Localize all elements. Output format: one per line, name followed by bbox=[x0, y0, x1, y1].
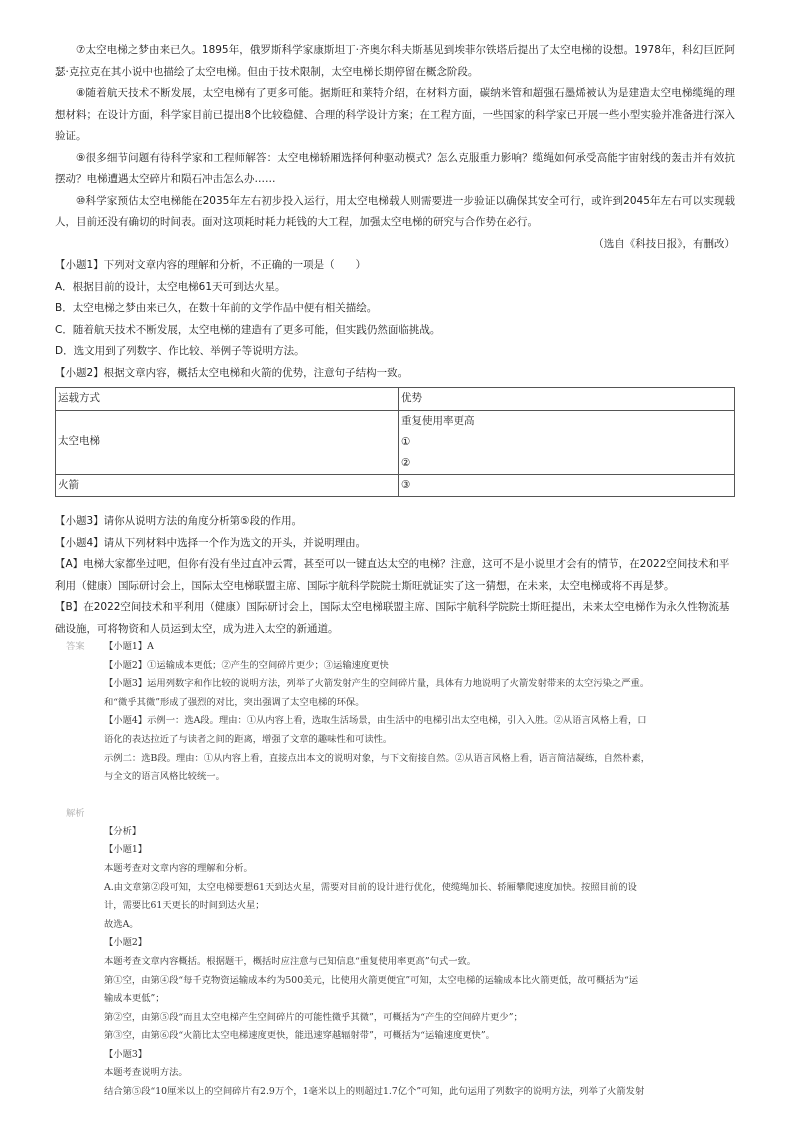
analysis-line: A.由文章第②段可知，太空电梯要想61天到达火星，需要对目前的设计进行优化，使缆绳加长、轿厢攀爬速度加快。按照目前的设 bbox=[104, 881, 637, 893]
answer-line: 【小题2】①运输成本更低；②产生的空间碎片更少；③运输速度更快 bbox=[104, 659, 389, 671]
space-elevator-label: 太空电梯 bbox=[56, 410, 399, 474]
paragraph-7: ⑦太空电梯之梦由来已久。1895年，俄罗斯科学家康斯坦丁·齐奥尔科夫斯基见到埃菲尔铁塔后提出了太空电梯的设想。1978年，科幻巨匠阿瑟·克拉克在其小说中也描绘了太空电梯。但由于技术限制，太空电梯长期停留在概念阶段。 bbox=[55, 44, 735, 78]
header-transport: 运载方式 bbox=[56, 388, 399, 411]
option-c: C．随着航天技术不断发展，太空电梯的建造有了更多可能，但实践仍然面临挑战。 bbox=[55, 323, 441, 336]
analysis-line: 结合第⑤段“10厘米以上的空间碎片有2.9万个，1毫米以上的则超过1.7亿个”可知，此句运用了列数字的说明方法，列举了火箭发射 bbox=[104, 1086, 645, 1098]
analysis-line: 故选A。 bbox=[104, 918, 139, 930]
paragraph-8: ⑧随着航天技术不断发展，太空电梯有了更多可能。据斯旺和莱特介绍，在材料方面，碳纳米管和超强石墨烯被认为是建造太空电梯缆绳的理想材料；在设计方面，科学家目前已提出8个比较稳健、合理的科学设计方案；在工程方面，一些国家的科学家已开展一些小型实验并准备进行深入验证。 bbox=[55, 87, 735, 142]
table-row-rocket bbox=[56, 474, 735, 497]
analysis-line: 【小题3】 bbox=[104, 1048, 148, 1060]
analysis-line: 计，需要比61天更长的时间到达火星； bbox=[104, 900, 265, 912]
material-b: 【B】在2022空间技术和平利用（健康）国际研讨会上，国际太空电梯联盟主席、国际宇航科学院院士斯旺提出，未来太空电梯作为永久性物流基础设施，可将物资和人员运到太空，成为进入太空的新通道。 bbox=[55, 601, 730, 635]
question-4-stem: 【小题4】请从下列材料中选择一个作为选文的开头，并说明理由。 bbox=[55, 536, 367, 549]
analysis-line: 第③空，由第⑥段“火箭比太空电梯速度更快，能迅速穿越辐射带”，可概括为“运输速度更快”。 bbox=[104, 1030, 495, 1042]
answer-tag: 答案 bbox=[66, 641, 85, 652]
paragraph-9: ⑨很多细节问题有待科学家和工程师解答：太空电梯轿厢选择何种驱动模式？怎么克服重力影响？缆绳如何承受高能宇宙射线的轰击并有效抗摆动？电梯遭遇太空碎片和陨石冲击怎么办…… bbox=[55, 151, 735, 185]
elevator-blank-2: ② bbox=[401, 456, 411, 469]
answer-line: 示例二：选B段。理由：①从内容上看，直接点出本文的说明对象，与下文衔接自然。②从语言风格上看，语言简洁凝练，自然朴素， bbox=[104, 752, 651, 764]
material-a: 【A】电梯大家都坐过吧，但你有没有坐过直冲云霄，甚至可以一键直达太空的电梯？注意，这可不是小说里才会有的情节，在2022空间技术和平利用（健康）国际研讨会上，国际太空电梯联盟主席、国际宇航科学院院士斯旺就证实了这一猜想，在未来，太空电梯或将不再是梦。 bbox=[55, 558, 730, 592]
table-header-row bbox=[56, 388, 735, 411]
elevator-advantage-known: 重复使用率更高 bbox=[401, 414, 475, 427]
question-1-stem: 【小题1】下列对文章内容的理解和分析，不正确的一项是（ ） bbox=[55, 259, 367, 271]
analysis-line: 第②空，由第⑤段“而且太空电梯产生空间碎片的可能性微乎其微”，可概括为“产生的空间碎片更少”； bbox=[104, 1011, 523, 1023]
analysis-line: 【小题2】 bbox=[104, 937, 148, 949]
answer-line: 【小题1】A bbox=[104, 641, 154, 652]
option-a: A．根据目前的设计，太空电梯61天可到达火星。 bbox=[55, 280, 286, 293]
table-row-space-elevator bbox=[56, 410, 735, 474]
paragraph-10: ⑩科学家预估太空电梯能在2035年左右初步投入运行，用太空电梯载人则需要进一步验证以确保其安全可行，或许到2045年左右可以实现载人，目前还没有确切的时间表。面对这项耗时耗力耗钱的大工程，加强太空电梯的研究与合作势在必行。 bbox=[55, 194, 735, 228]
answer-line: 语化的表达拉近了与读者之间的距离，增强了文章的趣味性和可读性。 bbox=[104, 733, 393, 745]
analysis-line: 【小题1】 bbox=[104, 844, 148, 856]
reading-section bbox=[55, 40, 735, 640]
analysis-line: 本题考查对文章内容的理解和分析。 bbox=[104, 862, 253, 874]
analysis-tag: 解析 bbox=[66, 807, 85, 819]
elevator-blank-1: ① bbox=[401, 435, 411, 448]
analysis-line: 本题考查说明方法。 bbox=[104, 1067, 188, 1079]
question-2-stem: 【小题2】根据文章内容，概括太空电梯和火箭的优势，注意句子结构一致。 bbox=[55, 366, 409, 379]
analysis-line: 第①空，由第④段“每千克物资运输成本约为500美元，比使用火箭更便宜”可知，太空电梯的运输成本比火箭更低，故可概括为“运 bbox=[104, 974, 639, 986]
answer-line: 【小题3】运用列数字和作比较的说明方法，列举了火箭发射产生的空间碎片量，具体有力地说明了火箭发射带来的太空污染之严重。 bbox=[104, 678, 650, 690]
answer-section bbox=[66, 638, 736, 1102]
answer-line: 和“微乎其微”形成了强烈的对比，突出强调了太空电梯的环保。 bbox=[104, 696, 365, 708]
analysis-line: 输成本更低”； bbox=[104, 993, 165, 1005]
answer-line: 【小题4】示例一：选A段。理由：①从内容上看，选取生活场景，由生活中的电梯引出太空电梯，引入入胜。②从语言风格上看，口 bbox=[104, 715, 647, 727]
option-d: D．选文用到了列数字、作比较、举例子等说明方法。 bbox=[55, 345, 305, 357]
rocket-label: 火箭 bbox=[56, 474, 399, 497]
question-3-stem: 【小题3】请你从说明方法的角度分析第⑤段的作用。 bbox=[55, 515, 303, 527]
analysis-line: 本题考查文章内容概括。根据题干，概括时应注意与已知信息“重复使用率更高”句式一致。 bbox=[104, 955, 477, 967]
header-advantage: 优势 bbox=[399, 388, 735, 411]
answer-line: 与全文的语言风格比较统一。 bbox=[104, 771, 225, 783]
option-b: B．太空电梯之梦由来已久，在数十年前的文学作品中便有相关描绘。 bbox=[55, 302, 378, 314]
source-note: （选自《科技日报》，有删改） bbox=[593, 237, 735, 250]
advantage-table bbox=[55, 387, 735, 497]
rocket-blank-3: ③ bbox=[399, 474, 735, 497]
analysis-line: 【分析】 bbox=[104, 825, 142, 837]
